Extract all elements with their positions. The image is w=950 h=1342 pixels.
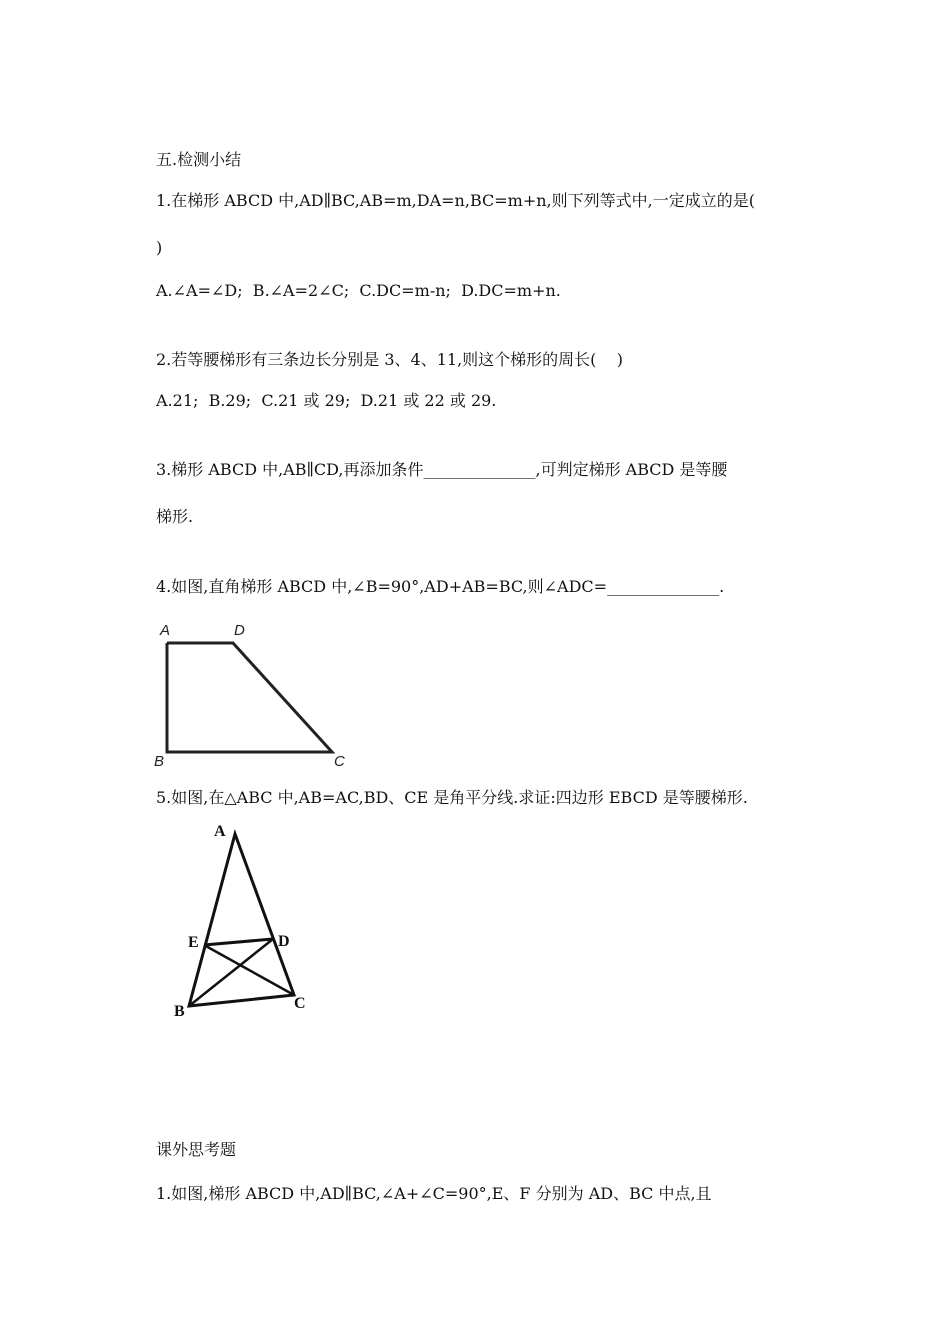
label-a: A (160, 622, 171, 639)
q3-stem-line2: 梯形. (156, 507, 194, 526)
segment-bd (189, 939, 273, 1006)
q2-options: A.21; B.29; C.21 或 29; D.21 或 22 或 29. (156, 391, 497, 410)
label-a: A (214, 823, 226, 840)
label-b: B (174, 1003, 185, 1020)
q4-trapezoid-figure (150, 610, 360, 770)
q1-stem-line2: ) (156, 238, 163, 257)
q5-stem: 5.如图,在△ABC 中,AB=AC,BD、CE 是角平分线.求证:四边形 EBCD 是等腰梯形. (156, 788, 748, 807)
q4-stem: 4.如图,直角梯形 ABCD 中,∠B=90°,AD+AB=BC,则∠ADC=______________. (156, 577, 725, 596)
q1-options: A.∠A=∠D; B.∠A=2∠C; C.DC=m-n; D.DC=m+n. (156, 281, 561, 300)
trapezoid-outline (167, 643, 332, 752)
triangle-abc (189, 834, 294, 1006)
label-e: E (188, 934, 199, 951)
label-d: D (278, 933, 290, 950)
label-b: B (154, 753, 165, 770)
q5-triangle-figure (170, 818, 320, 1028)
label-d: D (234, 622, 245, 639)
segment-ed (204, 939, 273, 945)
q2-stem: 2.若等腰梯形有三条边长分别是 3、4、11,则这个梯形的周长( ) (156, 350, 623, 369)
q1-stem-line1: 1.在梯形 ABCD 中,AD∥BC,AB=m,DA=n,BC=m+n,则下列等式中,一定成立的是( (156, 191, 755, 210)
extra-q1-stem: 1.如图,梯形 ABCD 中,AD∥BC,∠A+∠C=90°,E、F 分别为 AD、BC 中点,且 (156, 1184, 712, 1203)
q3-stem-line1: 3.梯形 ABCD 中,AB∥CD,再添加条件______________,可判定梯形 ABCD 是等腰 (156, 460, 728, 479)
section-title: 五.检测小结 (156, 150, 242, 169)
segment-ce (204, 945, 294, 995)
label-c: C (294, 995, 306, 1012)
extra-title: 课外思考题 (156, 1140, 237, 1159)
label-c: C (334, 753, 345, 770)
